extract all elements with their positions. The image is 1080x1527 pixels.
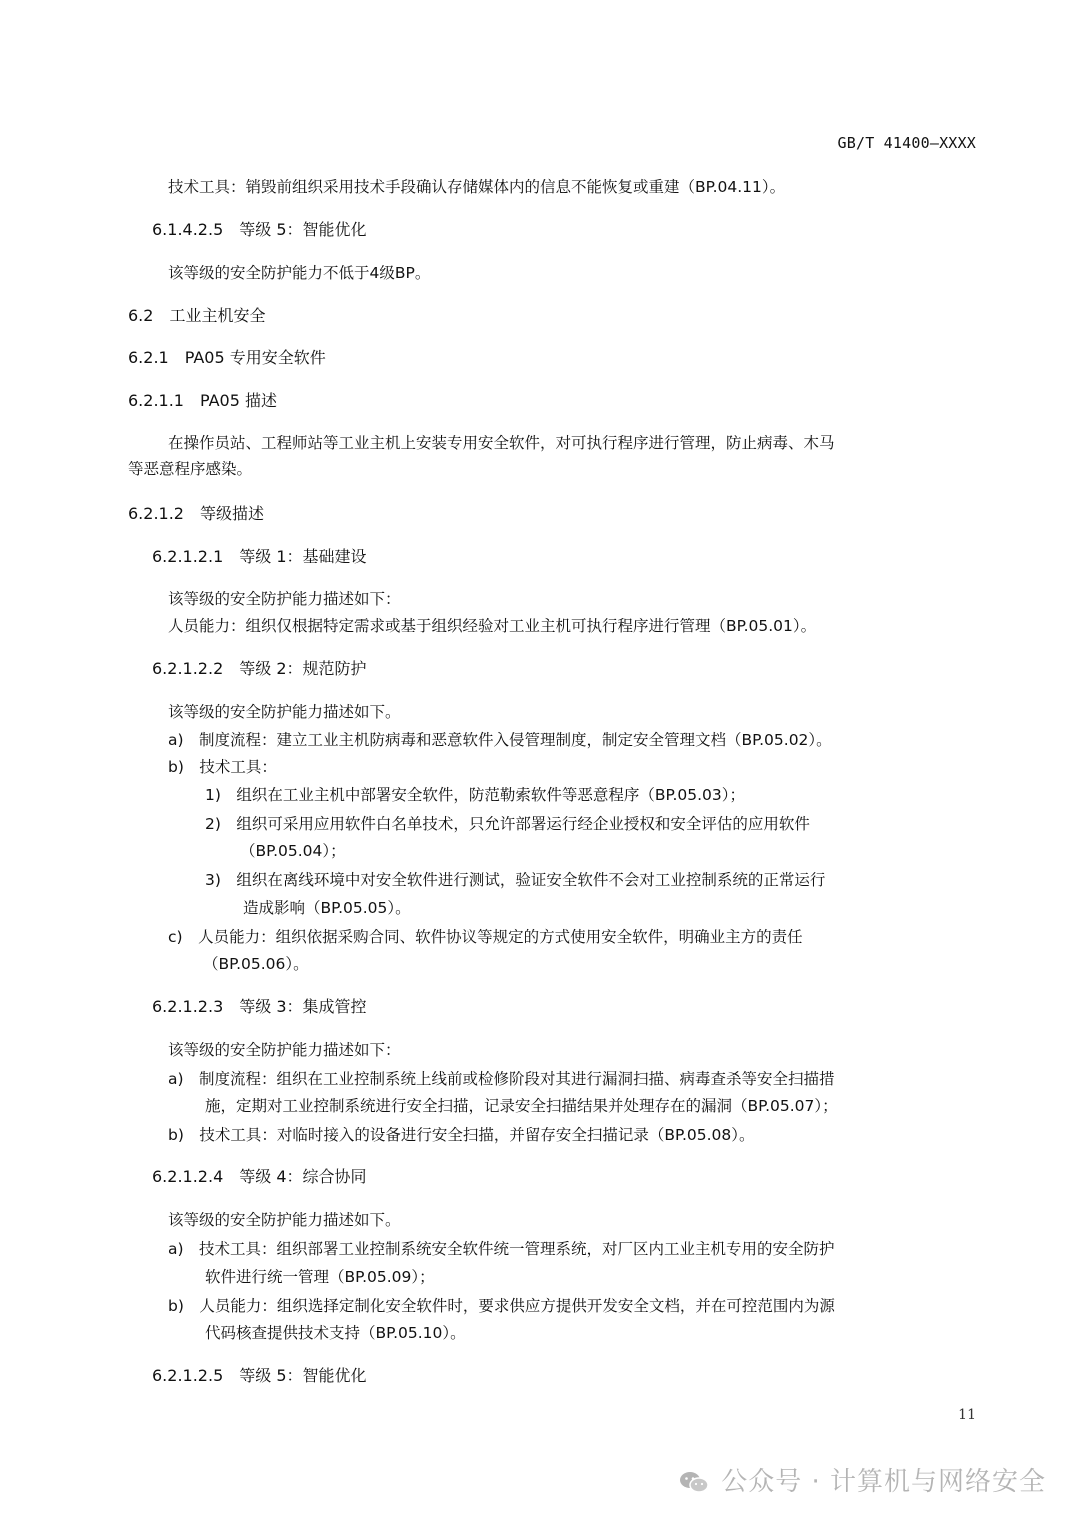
- text-line: 人员能力：组织仅根据特定需求或基于组织经验对工业主机可执行程序进行管理（BP.05.01）。: [168, 617, 817, 635]
- text-line: 技术工具：销毁前组织采用技术手段确认存储媒体内的信息不能恢复或重建（BP.04.11）。: [168, 178, 786, 196]
- text-line: 等恶意程序感染。: [128, 460, 253, 478]
- list-item: b) 技术工具：: [168, 758, 277, 776]
- section-heading: 6.1.4.2.5 等级 5：智能优化: [152, 220, 367, 239]
- text-line: 代码核查提供技术支持（BP.05.10）。: [205, 1324, 466, 1342]
- text-line: （BP.05.04）；: [240, 842, 346, 860]
- list-item: a) 制度流程：建立工业主机防病毒和恶意软件入侵管理制度，制定安全管理文档（BP.05.02）。: [168, 731, 832, 749]
- section-heading: 6.2.1.2.5 等级 5：智能优化: [152, 1366, 367, 1385]
- text-line: 该等级的安全防护能力不低于4级BP。: [168, 264, 431, 282]
- list-item: b) 人员能力：组织选择定制化安全软件时，要求供应方提供开发安全文档，并在可控范围内为源: [168, 1297, 835, 1315]
- list-item: a) 制度流程：组织在工业控制系统上线前或检修阶段对其进行漏洞扫描、病毒查杀等安全扫描措: [168, 1070, 835, 1088]
- text-line: 该等级的安全防护能力描述如下：: [168, 590, 401, 608]
- section-heading: 6.2.1.2.4 等级 4：综合协同: [152, 1167, 367, 1186]
- list-item: 2) 组织可采用应用软件白名单技术，只允许部署运行经企业授权和安全评估的应用软件: [205, 815, 810, 833]
- list-item: 3) 组织在离线环境中对安全软件进行测试，验证安全软件不会对工业控制系统的正常运行: [205, 871, 826, 889]
- section-heading: 6.2.1 PA05 专用安全软件: [128, 348, 326, 367]
- watermark-text: 公众号 · 计算机与网络安全: [721, 1467, 1046, 1497]
- text-line: 该等级的安全防护能力描述如下：: [168, 1041, 401, 1059]
- text-line: 造成影响（BP.05.05）。: [243, 899, 411, 917]
- text-line: 在操作员站、工程师站等工业主机上安装专用安全软件，对可执行程序进行管理，防止病毒、木马: [168, 434, 835, 452]
- page-number: 11: [958, 1407, 976, 1423]
- section-heading: 6.2.1.1 PA05 描述: [128, 391, 277, 410]
- text-line: 该等级的安全防护能力描述如下。: [168, 703, 401, 721]
- section-heading: 6.2.1.2.1 等级 1：基础建设: [152, 547, 367, 566]
- text-line: （BP.05.06）。: [203, 955, 309, 973]
- section-heading: 6.2.1.2 等级描述: [128, 504, 264, 523]
- list-item: c) 人员能力：组织依据采购合同、软件协议等规定的方式使用安全软件，明确业主方的责任: [168, 928, 803, 946]
- section-heading: 6.2.1.2.2 等级 2：规范防护: [152, 659, 367, 678]
- wechat-icon: [679, 1470, 709, 1494]
- text-line: 施，定期对工业控制系统进行安全扫描，记录安全扫描结果并处理存在的漏洞（BP.05.07）；: [205, 1097, 838, 1115]
- list-item: 1) 组织在工业主机中部署安全软件，防范勒索软件等恶意程序（BP.05.03）；: [205, 786, 746, 804]
- text-line: 软件进行统一管理（BP.05.09）；: [205, 1268, 435, 1286]
- doc-code-header: GB/T 41400—XXXX: [837, 134, 976, 152]
- section-heading: 6.2.1.2.3 等级 3：集成管控: [152, 997, 367, 1016]
- list-item: a) 技术工具：组织部署工业控制系统安全软件统一管理系统，对厂区内工业主机专用的安全防护: [168, 1240, 835, 1258]
- watermark: [679, 1462, 1046, 1502]
- text-line: 该等级的安全防护能力描述如下。: [168, 1211, 401, 1229]
- list-item: b) 技术工具：对临时接入的设备进行安全扫描，并留存安全扫描记录（BP.05.08）。: [168, 1126, 755, 1144]
- section-heading: 6.2 工业主机安全: [128, 306, 266, 325]
